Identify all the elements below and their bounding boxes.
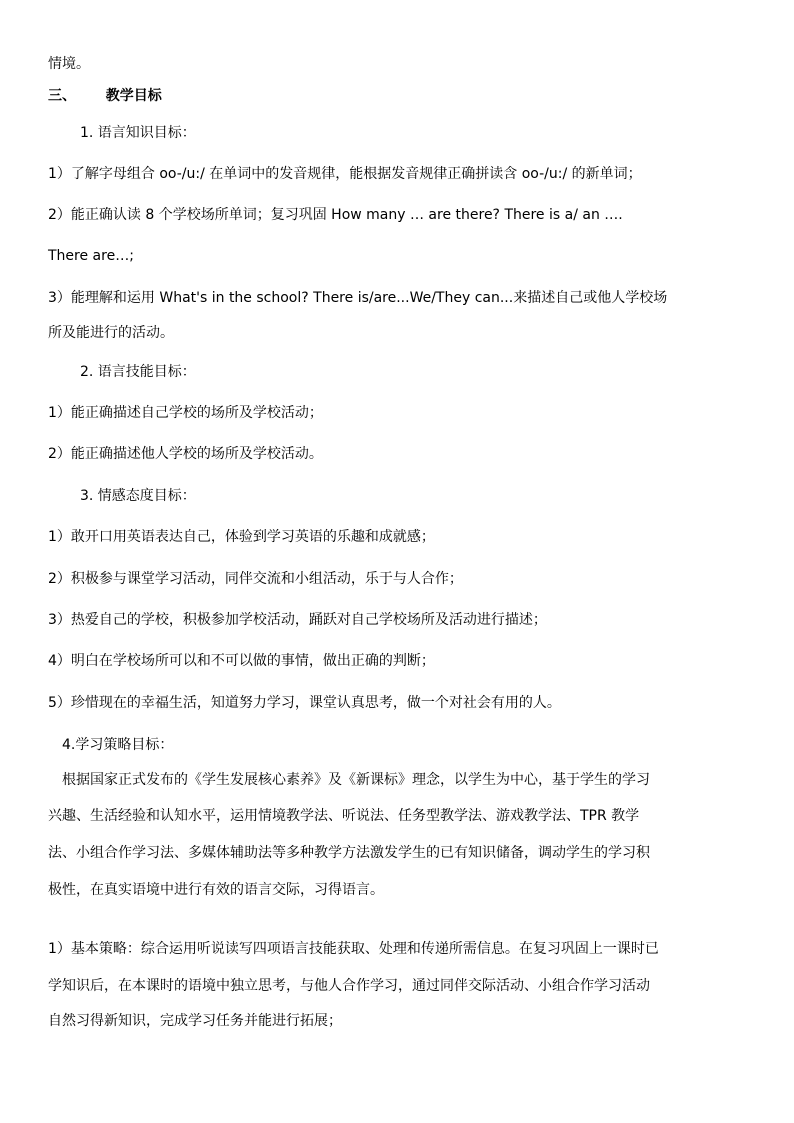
- subsection-title: 1. 语言知识目标：: [80, 125, 196, 141]
- text-line: 2）能正确描述他人学校的场所及学校活动。: [48, 446, 323, 462]
- text-line: 1）了解字母组合 oo-/u:/ 在单词中的发音规律，能根据发音规律正确拼读含 oo-/u:/ 的新单词；: [48, 166, 642, 182]
- text-line: 自然习得新知识，完成学习任务并能进行拓展；: [48, 1013, 342, 1029]
- section-title: 教学目标: [105, 88, 162, 104]
- subsection-title: 3. 情感态度目标：: [80, 488, 196, 504]
- text-line: 3）能理解和运用 What's in the school? There is/are...We/They can...来描述自己或他人学校场: [48, 290, 668, 306]
- section-number: 三、: [48, 88, 76, 104]
- text-line: 1）基本策略：综合运用听说读写四项语言技能获取、处理和传递所需信息。在复习巩固上一课时已: [48, 941, 659, 957]
- text-line: 2）积极参与课堂学习活动，同伴交流和小组活动，乐于与人合作；: [48, 571, 463, 587]
- text-line: 1）能正确描述自己学校的场所及学校活动；: [48, 405, 323, 421]
- text-line: There are…;: [48, 248, 134, 264]
- text-line: 3）热爱自己的学校，积极参加学校活动，踊跃对自己学校场所及活动进行描述；: [48, 612, 547, 628]
- text-line: 4）明白在学校场所可以和不可以做的事情，做出正确的判断；: [48, 653, 435, 669]
- text-line: 极性，在真实语境中进行有效的语言交际，习得语言。: [48, 882, 384, 898]
- text-line: 5）珍惜现在的幸福生活，知道努力学习，课堂认真思考，做一个对社会有用的人。: [48, 695, 561, 711]
- text-line: 2）能正确认读 8 个学校场所单词；复习巩固 How many … are there? There is a/ an ….: [48, 207, 623, 223]
- subsection-title: 2. 语言技能目标：: [80, 364, 196, 380]
- text-line: 学知识后，在本课时的语境中独立思考，与他人合作学习，通过同伴交际活动、小组合作学习活动: [48, 978, 650, 994]
- text-line: 法、小组合作学习法、多媒体辅助法等多种教学方法激发学生的已有知识储备，调动学生的学习积: [48, 845, 650, 861]
- text-line: 兴趣、生活经验和认知水平，运用情境教学法、听说法、任务型教学法、游戏教学法、TPR 教学: [48, 808, 640, 824]
- text-line: 情境。: [48, 56, 90, 72]
- text-line: 所及能进行的活动。: [48, 325, 174, 341]
- text-line: 根据国家正式发布的《学生发展核心素养》及《新课标》理念，以学生为中心，基于学生的学习: [62, 772, 650, 788]
- section-heading: [48, 86, 162, 106]
- subsection-title: 4.学习策略目标：: [62, 737, 174, 753]
- text-line: 1）敢开口用英语表达自己，体验到学习英语的乐趣和成就感；: [48, 529, 435, 545]
